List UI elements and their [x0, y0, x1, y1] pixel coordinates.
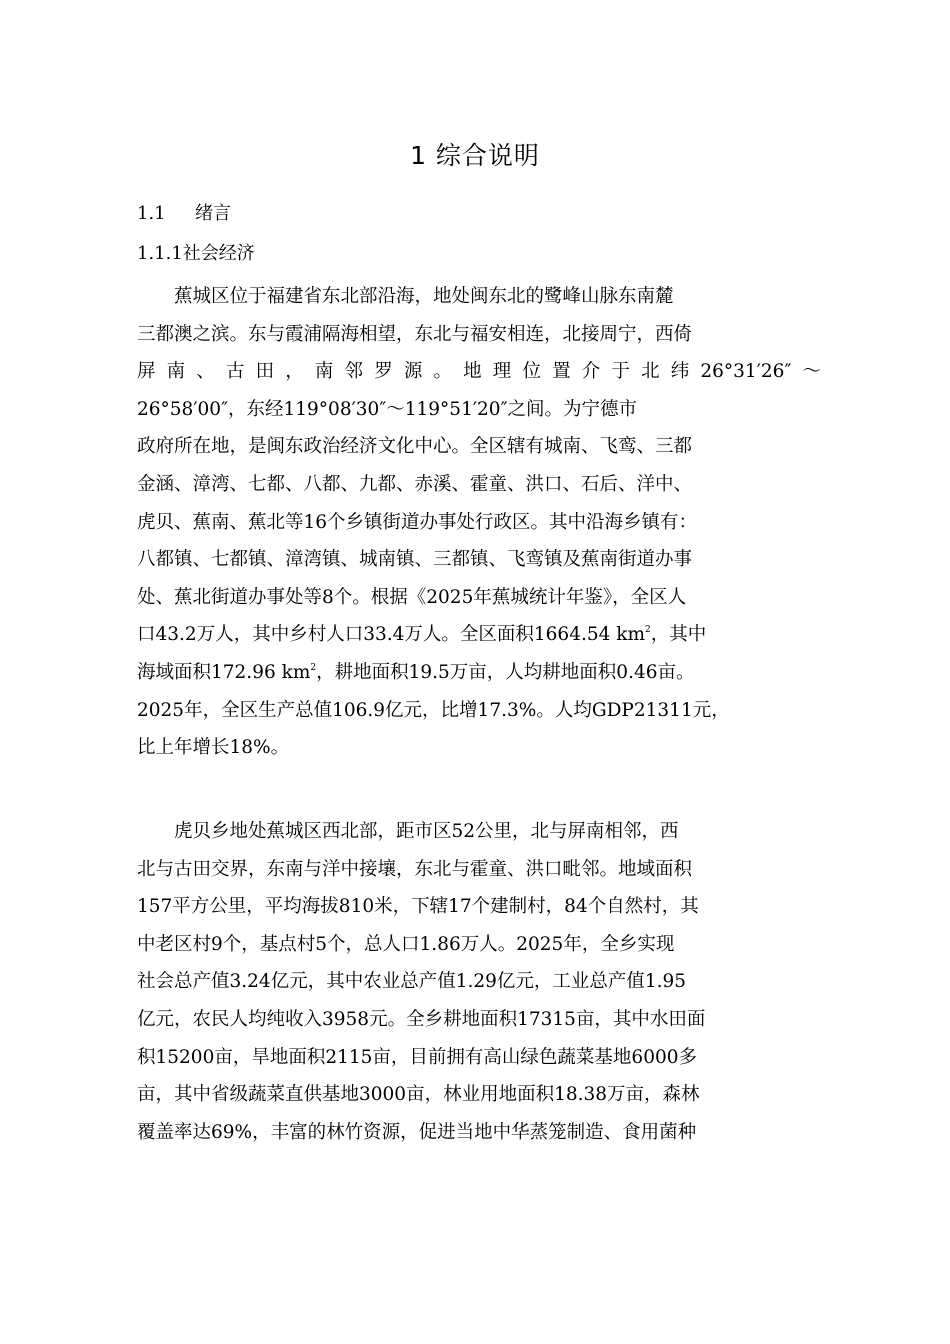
text-line: 覆盖率达69%，丰富的林竹资源，促进当地中华蒸笼制造、食用菌种: [137, 1121, 697, 1143]
paragraph-hubei-township: [137, 813, 821, 1151]
text-line: 亩，其中省级蔬菜直供基地3000亩，林业用地面积18.38万亩，森林: [137, 1084, 700, 1106]
text-line: [137, 616, 821, 654]
text-line: 三都澳之滨。东与霞浦隔海相望，东北与福安相连，北接周宁，西倚: [137, 323, 693, 345]
text-line: 金涵、漳湾、七都、八都、九都、赤溪、霍童、洪口、石后、洋中、: [137, 473, 693, 495]
text-line: 比上年增长18%。: [137, 737, 290, 759]
paragraph-socio-economy: [137, 278, 821, 767]
text-line: 屏南、古田，南邻罗源。地理位置介于北纬26°31′26″～: [137, 361, 821, 383]
text-line: 社会总产值3.24亿元，其中农业总产值1.29亿元，工业总产值1.95: [137, 971, 687, 993]
text-line: 虎贝乡地处蕉城区西北部，距市区52公里，北与屏南相邻，西: [174, 821, 679, 842]
text-line: 虎贝、蕉南、蕉北等16个乡镇街道办事处行政区。其中沿海乡镇有：: [137, 511, 698, 533]
text-segment: 口43.2万人，其中乡村人口33.4万人。全区面积1664.54 km: [137, 624, 646, 646]
text-segment: ，其中: [650, 624, 707, 646]
text-line: 政府所在地，是闽东政治经济文化中心。全区辖有城南、飞鸾、三都: [137, 436, 693, 458]
text-line: 积15200亩，旱地面积2115亩，目前拥有高山绿色蔬菜基地6000多: [137, 1046, 698, 1068]
subsection-heading: 1.1.1社会经济: [137, 243, 255, 264]
text-line: 中老区村9个，基点村5个，总人口1.86万人。2025年，全乡实现: [137, 933, 675, 955]
text-line: 26°58′00″，东经119°08′30″～119°51′20″之间。为宁德市: [137, 398, 637, 420]
text-line: 蕉城区位于福建省东北部沿海，地处闽东北的鹭峰山脉东南麓: [174, 286, 674, 307]
text-line: 处、蕉北街道办事处等8个。根据《2025年蕉城统计年鉴》，全区人: [137, 586, 687, 608]
superscript: 2: [310, 662, 317, 673]
text-line: 北与古田交界，东南与洋中接壤，东北与霍童、洪口毗邻。地域面积: [137, 858, 693, 880]
text-line: 亿元，农民人均纯收入3958元。全乡耕地面积17315亩，其中水田面: [137, 1008, 706, 1030]
superscript: 2: [645, 625, 651, 636]
section-number: 1.1: [137, 203, 166, 224]
text-segment: ，耕地面积19.5万亩，人均耕地面积0.46亩。: [316, 661, 695, 683]
section-label: 绪言: [195, 203, 231, 224]
text-segment: 海域面积172.96 km: [137, 661, 311, 683]
text-line: 八都镇、七都镇、漳湾镇、城南镇、三都镇、飞鸾镇及蕉南街道办事: [137, 549, 693, 571]
text-line: [137, 654, 821, 692]
section-heading: [137, 201, 231, 227]
text-line: 157平方公里，平均海拔810米，下辖17个建制村，84个自然村，其: [137, 896, 699, 918]
text-line: 2025年，全区生产总值106.9亿元，比增17.3%。人均GDP21311元，: [137, 699, 730, 721]
chapter-title: 1 综合说明: [410, 141, 540, 170]
